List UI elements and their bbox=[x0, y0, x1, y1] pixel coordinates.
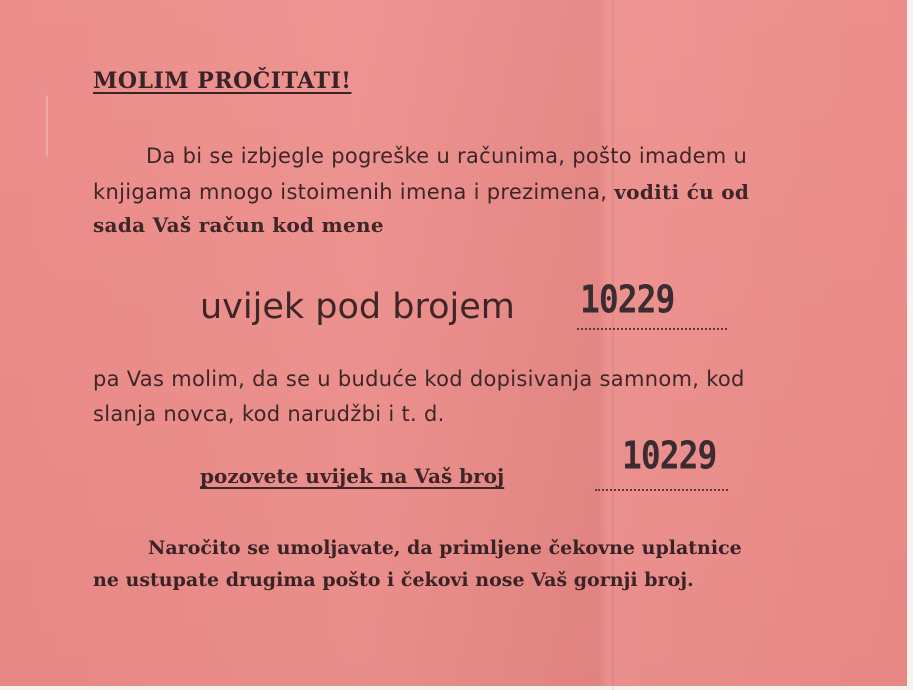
paragraph1-line2-bold: voditi ću od bbox=[614, 180, 750, 204]
paragraph2-line2: slanja novca, kod narudžbi i t. d. bbox=[93, 402, 445, 426]
paragraph1-line2 bbox=[93, 180, 749, 204]
paragraph1-line1: Da bi se izbjegle pogreške u računima, pošto imadem u bbox=[146, 144, 748, 168]
call-your-number-text: pozovete uvijek na Vaš broj bbox=[200, 464, 505, 488]
number-dotted-line-1 bbox=[577, 328, 727, 330]
number-dotted-line-2 bbox=[595, 489, 728, 491]
page-title: MOLIM PROČITATI! bbox=[93, 68, 352, 94]
paper-crease bbox=[46, 88, 68, 156]
account-number-stamp-2: 10229 bbox=[622, 433, 717, 478]
notice-line1: Naročito se umoljavate, da primljene čekovne uplatnice bbox=[148, 537, 742, 559]
paragraph1-line2-plain: knjigama mnogo istoimenih imena i prezimena, bbox=[93, 180, 615, 204]
notice-line2: ne ustupate drugima pošto i čekovi nose Vaš gornji broj. bbox=[93, 569, 694, 591]
paragraph2-line1: pa Vas molim, da se u buduće kod dopisivanja samnom, kod bbox=[93, 367, 745, 391]
paragraph1-line3: sada Vaš račun kod mene bbox=[93, 213, 384, 237]
account-number-stamp-1: 10229 bbox=[580, 277, 675, 322]
always-under-number-text: uvijek pod brojem bbox=[200, 287, 515, 327]
